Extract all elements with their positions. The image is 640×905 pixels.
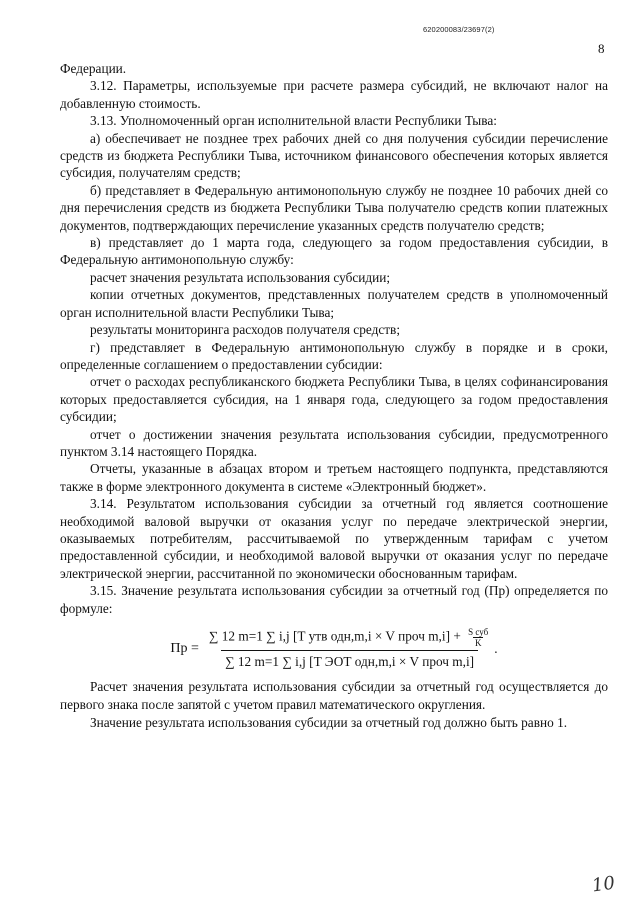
formula-numerator-main: ∑ 12 m=1 ∑ i,j [T утв одн,m,i × V проч m,i] + bbox=[208, 628, 461, 644]
formula-trailing: . bbox=[494, 641, 498, 656]
formula-subsidy-bottom: K bbox=[474, 638, 482, 648]
paragraph: Отчеты, указанные в абзацах втором и третьем настоящего подпункта, представляются также в форме электронного документа в системе «Электронный бюджет». bbox=[60, 461, 608, 494]
formula-numerator bbox=[205, 627, 494, 650]
handwritten-page-mark: 10 bbox=[590, 872, 617, 897]
paragraph: Значение результата использования субсидии за отчетный год должно быть равно 1. bbox=[90, 715, 568, 731]
document-body bbox=[60, 60, 608, 732]
formula-denominator: ∑ 12 m=1 ∑ i,j [T ЭОТ одн,m,i × V проч m,i] bbox=[221, 650, 478, 670]
paragraph: 3.12. Параметры, используемые при расчете размера субсидий, не включают налог на добавленную стоимость. bbox=[60, 78, 608, 111]
paragraph: отчет о расходах республиканского бюджета Республики Тыва, в целях софинансирования которых предоставляется субсидия, на 1 января года, следующего за годом предоставления субсидии; bbox=[60, 374, 608, 425]
paragraph: отчет о достижении значения результата использования субсидии, предусмотренного пунктом 3.14 настоящего Порядка. bbox=[60, 426, 608, 459]
paragraph: б) представляет в Федеральную антимонопольную службу не позднее 10 рабочих дней со дня перечисления средств из бюджета Республики Тыва получателю средств копии платежных документов, подтверждающих перечисление указанных средств получателю средств; bbox=[60, 182, 608, 233]
paragraph: в) представляет до 1 марта года, следующего за годом предоставления субсидии, в Федеральную антимонопольную службу: bbox=[60, 235, 608, 268]
paragraph: результаты мониторинга расходов получателя средств; bbox=[90, 322, 401, 338]
page-number: 8 bbox=[598, 41, 605, 56]
paragraph: г) представляет в Федеральную антимонопольную службу в порядке и в сроки, определенные соглашением о предоставлении субсидии: bbox=[60, 339, 608, 372]
formula-lhs: Пр = bbox=[170, 641, 199, 656]
paragraph: Федерации. bbox=[60, 61, 127, 76]
paragraph: копии отчетных документов, представленных получателем средств в уполномоченный орган исполнительной власти Республики Тыва; bbox=[60, 287, 608, 320]
formula-fraction bbox=[205, 627, 494, 670]
paragraph: 3.15. Значение результата использования субсидии за отчетный год (Пр) определяется по формуле: bbox=[60, 583, 608, 616]
formula-subsidy-top: S суб bbox=[468, 627, 489, 637]
paragraph: 3.13. Уполномоченный орган исполнительной власти Республики Тыва: bbox=[90, 113, 497, 129]
paragraph: расчет значения результата использования субсидии; bbox=[90, 269, 391, 285]
paragraph: а) обеспечивает не позднее трех рабочих дней со дня получения субсидии перечисление средств из бюджета Республики Тыва, источником финансового обеспечения которых является субсидия, получателям средств; bbox=[60, 130, 608, 181]
document-id: 620200083/23697(2) bbox=[423, 25, 495, 34]
paragraph: Расчет значения результата использования субсидии за отчетный год осуществляется до первого знака после запятой с учетом правил математического округления. bbox=[60, 679, 608, 712]
formula-subsidy-fraction bbox=[466, 627, 490, 648]
paragraph: 3.14. Результатом использования субсидии за отчетный год является соотношение необходимой валовой выручки от оказания услуг по передаче электрической энергии, оказываемых потребителям, рассчитываемой по утвержденным тарифам с учетом предоставленной субсидии, и необходимой валовой выручки от оказания услуг по передаче электрической энергии, рассчитанной по экономически обоснованным тарифам. bbox=[60, 496, 608, 581]
formula bbox=[60, 627, 608, 670]
